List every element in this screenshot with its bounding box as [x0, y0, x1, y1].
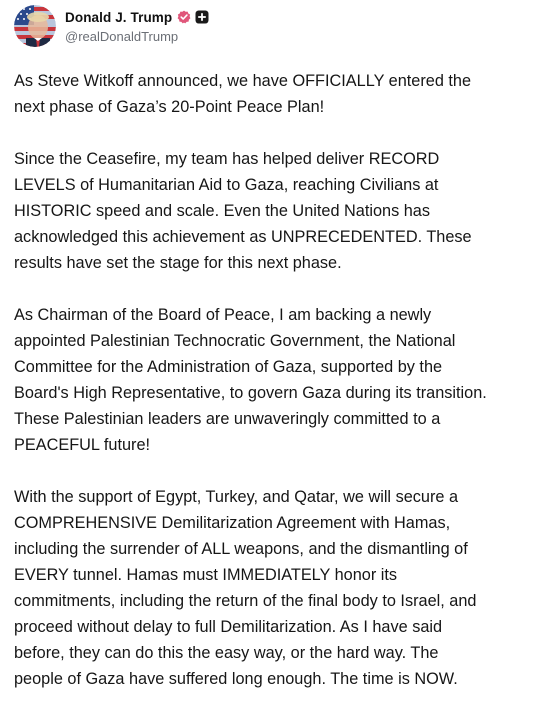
- post-paragraph: Since the Ceasefire, my team has helped deliver RECORD LEVELS of Humanitarian Aid to Gaza, reaching Civilians at HISTORIC speed and scale. Even the United Nations has acknowledged this achievement as UNPRECEDENTED. These results have set the stage for this next phase.: [14, 150, 472, 272]
- avatar[interactable]: [14, 5, 56, 47]
- author-display-name[interactable]: Donald J. Trump: [65, 9, 173, 25]
- post-body: [14, 68, 528, 718]
- plus-badge-icon: [195, 10, 209, 24]
- post-paragraph: As Steve Witkoff announced, we have OFFICIALLY entered the next phase of Gaza’s 20-Point Peace Plan!: [14, 72, 472, 116]
- verified-badge-icon: [177, 10, 191, 24]
- post-paragraph: With the support of Egypt, Turkey, and Qatar, we will secure a COMPREHENSIVE Demilitarization Agreement with Hamas, including the surrender of ALL weapons, and the dismantling of EVERY tunnel. Hamas must IMMEDIATELY honor its commitments, including the return of the final body to Israel, and proceed without delay to full Demilitarization. As I have said before, they can do this the easy way, or the hard way. The people of Gaza have suffered long enough. The time is NOW.: [14, 488, 477, 688]
- author-name-row: [65, 8, 209, 26]
- author-handle[interactable]: @realDonaldTrump: [65, 29, 179, 44]
- flag-portrait-avatar-icon: [14, 5, 56, 47]
- post-paragraph: As Chairman of the Board of Peace, I am backing a newly appointed Palestinian Technocratic Government, the National Committee for the Administration of Gaza, supported by the Board's High Representative, to govern Gaza during its transition. These Palestinian leaders are unwaveringly committed to a PEACEFUL future!: [14, 306, 487, 454]
- post-header: [14, 5, 524, 47]
